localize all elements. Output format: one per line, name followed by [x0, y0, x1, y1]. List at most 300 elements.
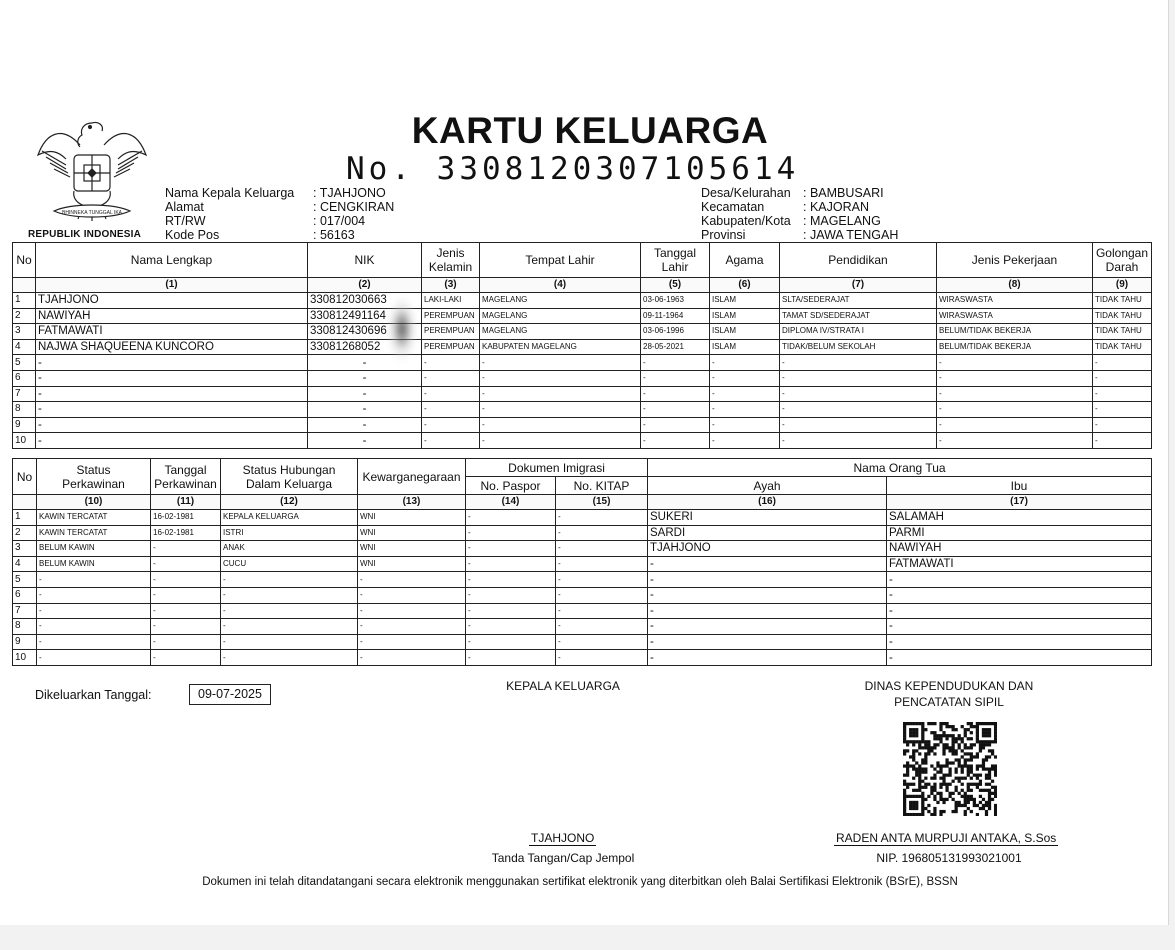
cell-paspor: -	[466, 525, 556, 541]
col-kitap: No. KITAP	[556, 477, 648, 495]
cell-pekerjaan: -	[937, 386, 1093, 402]
col-label: Kelamin	[428, 260, 473, 274]
cell-tempat: -	[480, 417, 641, 433]
cell-pekerjaan: -	[937, 417, 1093, 433]
table-row	[13, 293, 1152, 309]
cell-pekerjaan: BELUM/TIDAK BEKERJA	[937, 339, 1093, 355]
cell-pekerjaan: BELUM/TIDAK BEKERJA	[937, 324, 1093, 340]
table-row	[13, 510, 1152, 526]
cell-agama: -	[710, 386, 780, 402]
col-label: Status Hubungan	[242, 462, 336, 477]
col-number: (13)	[358, 495, 466, 510]
cell-ayah: SUKERI	[648, 510, 887, 526]
cell-tgl: -	[151, 634, 221, 650]
header-label: Nama Kepala Keluarga	[165, 186, 295, 200]
col-nama-orang-tua: Nama Orang Tua	[648, 459, 1152, 477]
col-tempat-lahir: Tempat Lahir	[480, 243, 641, 278]
col-number: (14)	[466, 495, 556, 510]
cell-kitap: -	[556, 603, 648, 619]
col-label: Jenis	[436, 246, 465, 260]
cell-agama: ISLAM	[710, 293, 780, 309]
cell-ayah: -	[648, 556, 887, 572]
col-tanggal-perkawinan	[151, 459, 221, 495]
cell-pekerjaan: -	[937, 370, 1093, 386]
header-right-values	[803, 186, 898, 242]
col-number	[13, 495, 37, 510]
cell-nik: -	[308, 433, 422, 449]
cell-no: 3	[13, 541, 37, 557]
e-signature-disclaimer: Dokumen ini telah ditandatangani secara elektronik menggunakan sertifikat elektronik yang diterbitkan oleh Balai Sertifikasi Elektronik (BSrE), BSSN	[202, 876, 958, 888]
cell-tempat: KABUPATEN MAGELANG	[480, 339, 641, 355]
header-right-labels	[701, 186, 791, 242]
cell-no: 9	[13, 417, 36, 433]
cell-ibu: PARMI	[887, 525, 1152, 541]
cell-jk: -	[422, 433, 480, 449]
cell-warga: WNI	[358, 525, 466, 541]
cell-hub: -	[221, 587, 358, 603]
cell-kitap: -	[556, 634, 648, 650]
header-value: : MAGELANG	[803, 214, 881, 228]
cell-gol: -	[1093, 402, 1152, 418]
cell-ibu: -	[887, 634, 1152, 650]
cell-paspor: -	[466, 510, 556, 526]
cell-status: -	[37, 634, 151, 650]
col-label: Status	[76, 462, 111, 477]
cell-no: 10	[13, 650, 37, 666]
cell-agama: -	[710, 370, 780, 386]
header-value: : KAJORAN	[803, 200, 869, 214]
status-table	[12, 458, 1152, 666]
cell-tempat: MAGELANG	[480, 293, 641, 309]
cell-no: 6	[13, 370, 36, 386]
issued-label: Dikeluarkan Tanggal:	[35, 688, 152, 702]
table-row	[13, 308, 1152, 324]
col-no: No	[13, 243, 36, 278]
table-row	[13, 556, 1152, 572]
cell-pendidikan: -	[780, 433, 937, 449]
cell-kitap: -	[556, 556, 648, 572]
col-number: (10)	[37, 495, 151, 510]
cell-gol: -	[1093, 433, 1152, 449]
cell-jk: PEREMPUAN	[422, 308, 480, 324]
cell-no: 2	[13, 525, 37, 541]
cell-ibu: -	[887, 650, 1152, 666]
header-value: : TJAHJONO	[313, 186, 386, 200]
status-table-body	[13, 510, 1152, 666]
cell-tgl: 03-06-1963	[641, 293, 710, 309]
header-left-values	[313, 186, 394, 242]
cell-pendidikan: DIPLOMA IV/STRATA I	[780, 324, 937, 340]
cell-paspor: -	[466, 587, 556, 603]
col-label: Golongan	[1095, 246, 1149, 260]
official-nip: NIP. 196805131993021001	[876, 851, 1022, 865]
cell-kitap: -	[556, 541, 648, 557]
cell-tempat: -	[480, 370, 641, 386]
cell-jk: -	[422, 355, 480, 371]
header-value: : JAWA TENGAH	[803, 228, 899, 242]
cell-tgl: -	[151, 556, 221, 572]
cell-pendidikan: -	[780, 355, 937, 371]
cell-nik: 330812430696	[308, 324, 422, 340]
cell-tempat: -	[480, 433, 641, 449]
cell-no: 4	[13, 339, 36, 355]
cell-hub: KEPALA KELUARGA	[221, 510, 358, 526]
col-label: Tanggal	[653, 246, 697, 260]
cell-nama: FATMAWATI	[36, 324, 308, 340]
qr-code	[903, 722, 997, 816]
cell-ayah: SARDI	[648, 525, 887, 541]
col-dokumen-imigrasi: Dokumen Imigrasi	[466, 459, 648, 477]
cell-ibu: -	[887, 619, 1152, 635]
cell-ayah: -	[648, 650, 887, 666]
table-row	[13, 339, 1152, 355]
cell-ibu: -	[887, 572, 1152, 588]
cell-jk: -	[422, 370, 480, 386]
cell-tempat: -	[480, 355, 641, 371]
cell-kitap: -	[556, 525, 648, 541]
emblem-motto: BHINNEKA TUNGGAL IKA	[61, 210, 123, 216]
col-nama: Nama Lengkap	[36, 243, 308, 278]
cell-status: BELUM KAWIN	[37, 556, 151, 572]
col-ibu: Ibu	[887, 477, 1152, 495]
col-nik: NIK	[308, 243, 422, 278]
col-number: (6)	[710, 278, 780, 293]
cell-pendidikan: TIDAK/BELUM SEKOLAH	[780, 339, 937, 355]
cell-pendidikan: SLTA/SEDERAJAT	[780, 293, 937, 309]
header-label: Alamat	[165, 200, 204, 214]
cell-hub: -	[221, 619, 358, 635]
garuda-icon	[32, 115, 152, 227]
cell-kitap: -	[556, 619, 648, 635]
col-number: (5)	[641, 278, 710, 293]
cell-paspor: -	[466, 634, 556, 650]
cell-pendidikan: -	[780, 370, 937, 386]
cell-nama: TJAHJONO	[36, 293, 308, 309]
col-label: Perkawinan	[154, 476, 217, 491]
cell-paspor: -	[466, 541, 556, 557]
cell-paspor: -	[466, 603, 556, 619]
cell-nama: -	[36, 417, 308, 433]
cell-nama: -	[36, 402, 308, 418]
col-no: No	[13, 459, 37, 495]
cell-gol: -	[1093, 370, 1152, 386]
cell-no: 7	[13, 386, 36, 402]
cell-tempat: -	[480, 386, 641, 402]
cell-hub: ISTRI	[221, 525, 358, 541]
cell-pendidikan: -	[780, 386, 937, 402]
col-number: (16)	[648, 495, 887, 510]
document-title: KARTU KELUARGA	[411, 110, 769, 151]
cell-pendidikan: -	[780, 402, 937, 418]
cell-ayah: -	[648, 572, 887, 588]
cell-kitap: -	[556, 510, 648, 526]
cell-nama: NAJWA SHAQUEENA KUNCORO	[36, 339, 308, 355]
table-row	[13, 619, 1152, 635]
header-left-labels	[165, 186, 294, 242]
cell-warga: -	[358, 587, 466, 603]
col-pekerjaan: Jenis Pekerjaan	[937, 243, 1093, 278]
cell-jk: -	[422, 417, 480, 433]
cell-nama: -	[36, 433, 308, 449]
col-status-hubungan	[221, 459, 358, 495]
issued-date: 09-07-2025	[189, 684, 271, 705]
cell-nama: -	[36, 355, 308, 371]
cell-no: 5	[13, 355, 36, 371]
cell-agama: ISLAM	[710, 308, 780, 324]
cell-tgl: 03-06-1996	[641, 324, 710, 340]
cell-status: -	[37, 572, 151, 588]
cell-tgl: -	[641, 402, 710, 418]
agency-line: PENCATATAN SIPIL	[894, 695, 1004, 709]
cell-no: 1	[13, 510, 37, 526]
cell-kitap: -	[556, 650, 648, 666]
col-label: Dalam Keluarga	[245, 476, 333, 491]
cell-hub: -	[221, 572, 358, 588]
cell-agama: ISLAM	[710, 339, 780, 355]
col-ayah: Ayah	[648, 477, 887, 495]
cell-warga: -	[358, 619, 466, 635]
cell-tgl: -	[151, 603, 221, 619]
cell-status: -	[37, 587, 151, 603]
cell-hub: -	[221, 603, 358, 619]
cell-tgl: 16-02-1981	[151, 525, 221, 541]
cell-gol: TIDAK TAHU	[1093, 308, 1152, 324]
header-label: Kecamatan	[701, 200, 765, 214]
col-number: (2)	[308, 278, 422, 293]
members-table-body	[13, 293, 1152, 449]
cell-tgl: -	[641, 355, 710, 371]
cell-nik: -	[308, 417, 422, 433]
cell-no: 8	[13, 402, 36, 418]
cell-tgl: -	[151, 572, 221, 588]
cell-no: 2	[13, 308, 36, 324]
cell-paspor: -	[466, 556, 556, 572]
cell-gol: -	[1093, 386, 1152, 402]
cell-tgl: -	[641, 417, 710, 433]
col-number: (11)	[151, 495, 221, 510]
kk-number-prefix: No.	[346, 151, 414, 187]
cell-pekerjaan: WIRASWASTA	[937, 308, 1093, 324]
cell-gol: TIDAK TAHU	[1093, 293, 1152, 309]
col-jenis-kelamin	[422, 243, 480, 278]
cell-paspor: -	[466, 650, 556, 666]
cell-status: BELUM KAWIN	[37, 541, 151, 557]
table-row	[13, 433, 1152, 449]
col-number: (3)	[422, 278, 480, 293]
table-row	[13, 634, 1152, 650]
col-kewarganegaraan: Kewarganegaraan	[358, 459, 466, 495]
table-row	[13, 402, 1152, 418]
col-label: Perkawinan	[62, 476, 125, 491]
col-label: Lahir	[661, 260, 689, 274]
header-value: : BAMBUSARI	[803, 186, 884, 200]
cell-tgl: -	[641, 370, 710, 386]
cell-status: -	[37, 619, 151, 635]
header-value: : 017/004	[313, 214, 366, 228]
col-number: (1)	[36, 278, 308, 293]
cell-pekerjaan: -	[937, 402, 1093, 418]
col-agama: Agama	[710, 243, 780, 278]
table-row	[13, 370, 1152, 386]
cell-ayah: -	[648, 587, 887, 603]
cell-warga: -	[358, 603, 466, 619]
cell-tgl: 16-02-1981	[151, 510, 221, 526]
kk-number	[346, 151, 799, 187]
cell-agama: ISLAM	[710, 324, 780, 340]
cell-ibu: NAWIYAH	[887, 541, 1152, 557]
col-number: (12)	[221, 495, 358, 510]
col-number: (15)	[556, 495, 648, 510]
col-status-perkawinan	[37, 459, 151, 495]
cell-jk: -	[422, 402, 480, 418]
table-row	[13, 603, 1152, 619]
cell-ayah: -	[648, 619, 887, 635]
cell-agama: -	[710, 433, 780, 449]
col-label: Tanggal	[164, 462, 207, 477]
cell-hub: CUCU	[221, 556, 358, 572]
cell-status: KAWIN TERCATAT	[37, 525, 151, 541]
table-row	[13, 541, 1152, 557]
cell-no: 3	[13, 324, 36, 340]
agency-line: DINAS KEPENDUDUKAN DAN	[864, 679, 1034, 693]
cell-pendidikan: -	[780, 417, 937, 433]
country-caption: REPUBLIK INDONESIA	[28, 229, 142, 240]
cell-jk: PEREMPUAN	[422, 339, 480, 355]
col-number	[13, 278, 36, 293]
header-label: Kode Pos	[165, 228, 220, 242]
col-tanggal-lahir	[641, 243, 710, 278]
table-row	[13, 417, 1152, 433]
cell-nik: -	[308, 355, 422, 371]
col-number: (7)	[780, 278, 937, 293]
cell-warga: -	[358, 634, 466, 650]
cell-no: 8	[13, 619, 37, 635]
cell-kitap: -	[556, 587, 648, 603]
head-of-family-name: TJAHJONO	[531, 831, 595, 845]
cell-warga: -	[358, 572, 466, 588]
header-label: Desa/Kelurahan	[701, 186, 791, 200]
cell-jk: PEREMPUAN	[422, 324, 480, 340]
cell-nama: NAWIYAH	[36, 308, 308, 324]
cell-tempat: MAGELANG	[480, 308, 641, 324]
cell-pekerjaan: -	[937, 355, 1093, 371]
cell-nik: 33081268052	[308, 339, 422, 355]
head-of-family-caption: Tanda Tangan/Cap Jempol	[491, 851, 635, 865]
cell-pendidikan: TAMAT SD/SEDERAJAT	[780, 308, 937, 324]
cell-nama: -	[36, 386, 308, 402]
cell-jk: -	[422, 386, 480, 402]
kk-number-value: 3308120307105614	[436, 151, 800, 187]
cell-agama: -	[710, 417, 780, 433]
table-row	[13, 324, 1152, 340]
cell-nik: -	[308, 370, 422, 386]
cell-pekerjaan: -	[937, 433, 1093, 449]
cell-agama: -	[710, 402, 780, 418]
cell-tgl: -	[151, 587, 221, 603]
official-name: RADEN ANTA MURPUJI ANTAKA, S.Sos	[836, 831, 1057, 845]
cell-status: KAWIN TERCATAT	[37, 510, 151, 526]
cell-nama: -	[36, 370, 308, 386]
cell-status: -	[37, 603, 151, 619]
cell-tempat: -	[480, 402, 641, 418]
cell-tgl: -	[151, 650, 221, 666]
cell-paspor: -	[466, 572, 556, 588]
cell-status: -	[37, 650, 151, 666]
cell-no: 4	[13, 556, 37, 572]
header-value: : CENGKIRAN	[313, 200, 395, 214]
cell-gol: TIDAK TAHU	[1093, 324, 1152, 340]
cell-nik: 330812030663	[308, 293, 422, 309]
members-table	[12, 242, 1152, 449]
cell-warga: WNI	[358, 541, 466, 557]
cell-tgl: -	[641, 433, 710, 449]
cell-warga: WNI	[358, 510, 466, 526]
cell-nik: -	[308, 402, 422, 418]
cell-tgl: -	[151, 619, 221, 635]
cell-ayah: -	[648, 634, 887, 650]
cell-pekerjaan: WIRASWASTA	[937, 293, 1093, 309]
table-row	[13, 525, 1152, 541]
cell-tgl: -	[641, 386, 710, 402]
redaction-blur	[387, 296, 417, 362]
col-number: (8)	[937, 278, 1093, 293]
garuda-emblem	[28, 115, 156, 245]
cell-ayah: TJAHJONO	[648, 541, 887, 557]
cell-hub: ANAK	[221, 541, 358, 557]
cell-warga: WNI	[358, 556, 466, 572]
cell-gol: -	[1093, 417, 1152, 433]
cell-ibu: SALAMAH	[887, 510, 1152, 526]
qr-code-icon	[903, 722, 997, 816]
cell-no: 9	[13, 634, 37, 650]
cell-no: 7	[13, 603, 37, 619]
cell-gol: -	[1093, 355, 1152, 371]
agency-title	[830, 678, 1068, 710]
cell-gol: TIDAK TAHU	[1093, 339, 1152, 355]
header-label: RT/RW	[165, 214, 206, 228]
cell-paspor: -	[466, 619, 556, 635]
cell-ibu: -	[887, 603, 1152, 619]
cell-jk: LAKI-LAKI	[422, 293, 480, 309]
header-label: Provinsi	[701, 228, 746, 242]
cell-ayah: -	[648, 603, 887, 619]
table-row	[13, 572, 1152, 588]
cell-no: 1	[13, 293, 36, 309]
head-of-family-title: KEPALA KELUARGA	[506, 679, 620, 693]
cell-no: 6	[13, 587, 37, 603]
col-number: (4)	[480, 278, 641, 293]
cell-ibu: FATMAWATI	[887, 556, 1152, 572]
cell-no: 10	[13, 433, 36, 449]
header-label: Kabupaten/Kota	[701, 214, 791, 228]
cell-kitap: -	[556, 572, 648, 588]
col-paspor: No. Paspor	[466, 477, 556, 495]
cell-tgl: -	[151, 541, 221, 557]
col-number: (9)	[1093, 278, 1152, 293]
cell-tgl: 28-05-2021	[641, 339, 710, 355]
table-row	[13, 355, 1152, 371]
col-golongan-darah	[1093, 243, 1152, 278]
cell-tempat: MAGELANG	[480, 324, 641, 340]
col-pendidikan: Pendidikan	[780, 243, 937, 278]
col-number: (17)	[887, 495, 1152, 510]
cell-nik: -	[308, 386, 422, 402]
cell-hub: -	[221, 650, 358, 666]
cell-agama: -	[710, 355, 780, 371]
cell-nik: 330812491164	[308, 308, 422, 324]
table-row	[13, 386, 1152, 402]
table-row	[13, 587, 1152, 603]
